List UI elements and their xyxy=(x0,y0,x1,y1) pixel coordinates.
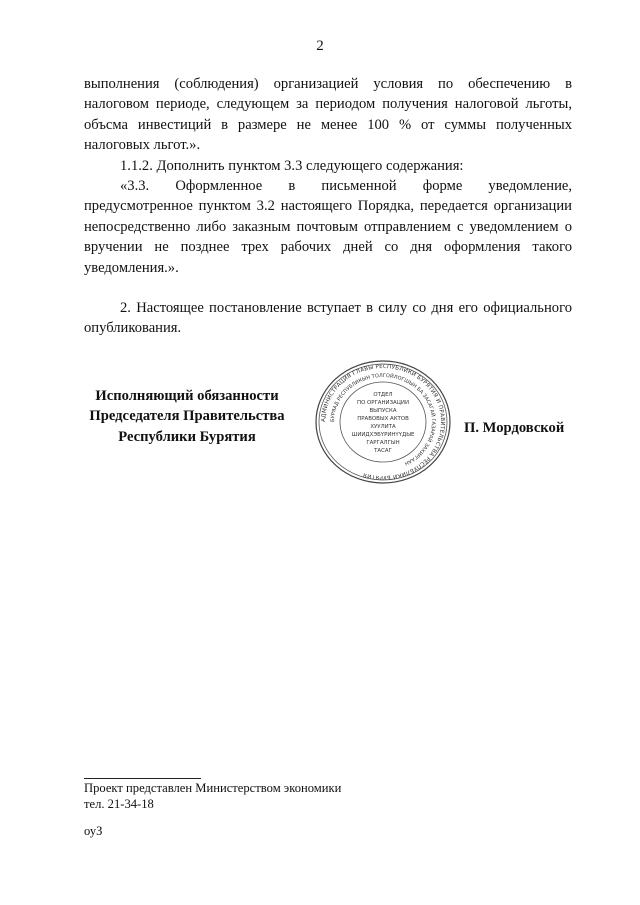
signatory-title xyxy=(80,386,294,447)
seal-outer-text: АДМИНИСТРАЦИЯ ГЛАВЫ РЕСПУБЛИКИ БУРЯТИЯ И ПРАВИТЕЛЬСТВА РЕСПУБЛИКИ БУРЯТИЯ xyxy=(320,363,446,481)
contact-phone: тел. 21-34-18 xyxy=(84,796,154,811)
footer-divider xyxy=(84,778,201,779)
page-number: 2 xyxy=(316,38,324,54)
paragraph-quoted-clause: «3.3. Оформленное в письменной форме уведомление, предусмотренное пунктом 3.2 настоящего Порядка, передается организации непосредственно либо заказным почтовым отправлением с уведомлением о вручении не позднее трех рабочих дней со дня оформления такого уведомления.». xyxy=(84,178,572,276)
seal-center-line: ТАСАГ xyxy=(374,448,392,454)
seal-center-line: ОТДЕЛ xyxy=(373,392,393,398)
signatory-title-line: Исполняющий обязанности xyxy=(95,388,279,404)
seal-center-line: ГАРГАЛГЫН xyxy=(366,440,400,446)
signatory-name: П. Мордовской xyxy=(464,420,565,436)
paragraph-effective-date: 2. Настоящее постановление вступает в силу со дня его официального опубликования. xyxy=(84,300,572,337)
seal-center-line: ХУУЛИТА xyxy=(370,424,396,430)
seal-inner-text: БУРЯАД РЕСПУБЛИКЫН ТОЛГОЙЛОГШЫН БА ЗАСАГАЙ ГАЗАРАЙ ЗАХИРГААН xyxy=(329,372,437,467)
seal-center-line: ПО ОРГАНИЗАЦИИ xyxy=(357,400,409,406)
signatory-title-line: Председателя Правительства xyxy=(89,408,285,425)
official-seal-stamp xyxy=(313,359,453,485)
seal-center-line: ШИИДХЭБҮРИНҮҮДЫЕ xyxy=(351,432,415,438)
footer-note xyxy=(84,781,341,812)
seal-center-line: ПРАВОВЫХ АКТОВ xyxy=(357,416,409,422)
document-code: оуЗ xyxy=(84,824,103,838)
project-source: Проект представлен Министерством экономики xyxy=(84,781,342,795)
signatory-title-line: Республики Бурятия xyxy=(118,428,256,445)
seal-center-line: ВЫПУСКА xyxy=(369,408,397,414)
paragraph-continuation: выполнения (соблюдения) организацией условия по обеспечению в налоговом периоде, следующем за периодом получения налоговой льготы, объсма инвестиций в размере не менее 100 % от суммы полученных налоговых льгот.». xyxy=(84,76,572,154)
svg-text:АДМИНИСТРАЦИЯ ГЛАВЫ РЕСПУБЛИКИ xyxy=(321,364,445,480)
paragraph-amendment-item: 1.1.2. Дополнить пунктом 3.3 следующего содержания: xyxy=(120,157,464,174)
document-body xyxy=(84,74,572,339)
